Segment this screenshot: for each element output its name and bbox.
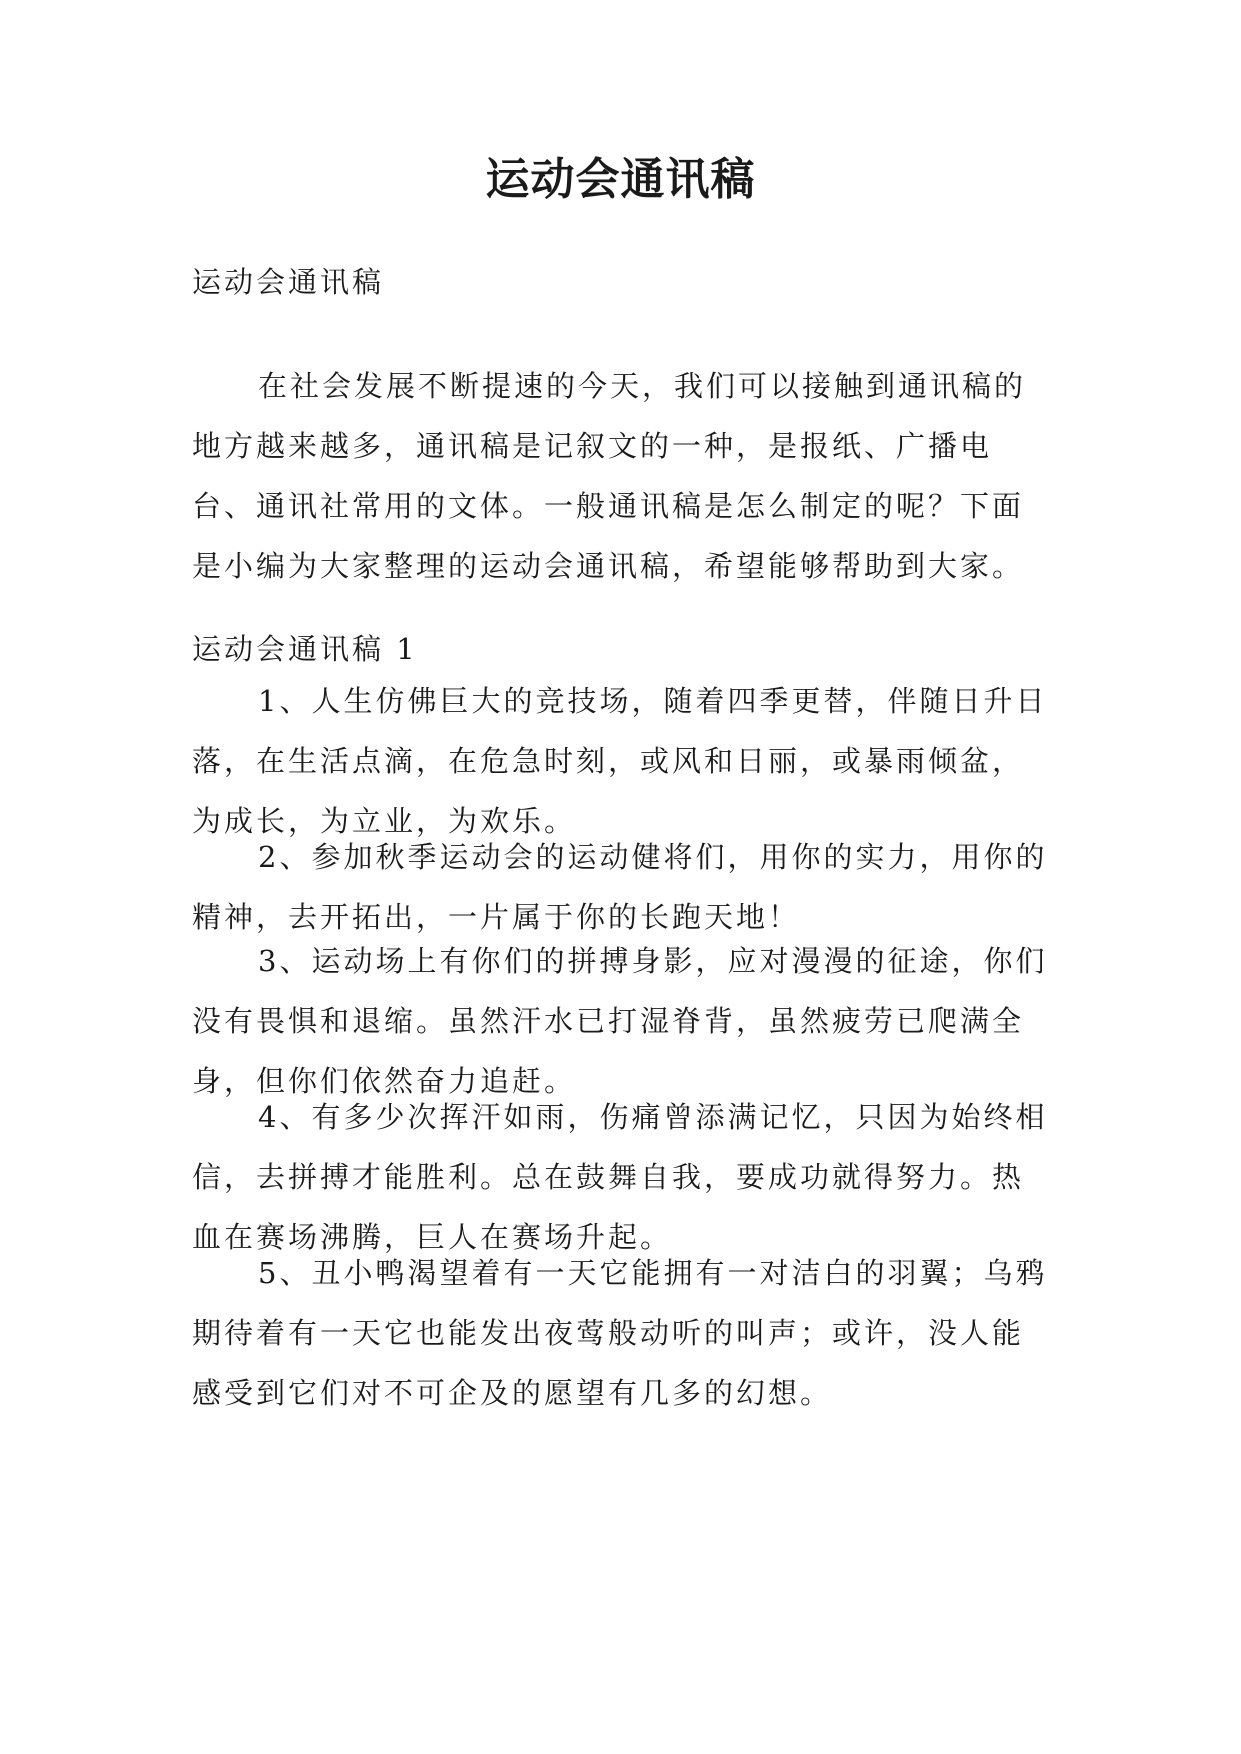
intro-paragraph: 在社会发展不断提速的今天，我们可以接触到通讯稿的地方越来越多，通讯稿是记叙文的一种，是报纸、广播电台、通讯社常用的文体。一般通讯稿是怎么制定的呢？下面是小编为大家整理的运动会通讯稿，希望能够帮助到大家。 [192, 369, 1027, 583]
list-item: 4、有多少次挥汗如雨，伤痛曾添满记忆，只因为始终相信，去拼搏才能胜利。总在鼓舞自我，要成功就得努力。热血在赛场沸腾，巨人在赛场升起。 [192, 1100, 1048, 1254]
document-title: 运动会通讯稿 [485, 154, 756, 205]
list-item: 2、参加秋季运动会的运动健将们，用你的实力，用你的精神，去开拓出，一片属于你的长跑天地！ [192, 840, 1048, 934]
document-subtitle: 运动会通讯稿 [192, 265, 385, 299]
list-item: 3、运动场上有你们的拼搏身影，应对漫漫的征途，你们没有畏惧和退缩。虽然汗水已打湿脊背，虽然疲劳已爬满全身，但你们依然奋力追赶。 [192, 944, 1048, 1098]
list-item: 1、人生仿佛巨大的竞技场，随着四季更替，伴随日升日落，在生活点滴，在危急时刻，或风和日丽，或暴雨倾盆，为成长，为立业，为欢乐。 [192, 684, 1048, 838]
section-heading: 运动会通讯稿 1 [192, 632, 418, 666]
list-item: 5、丑小鸭渴望着有一天它能拥有一对洁白的羽翼；乌鸦期待着有一天它也能发出夜莺般动听的叫声；或许，没人能感受到它们对不可企及的愿望有几多的幻想。 [192, 1256, 1048, 1410]
